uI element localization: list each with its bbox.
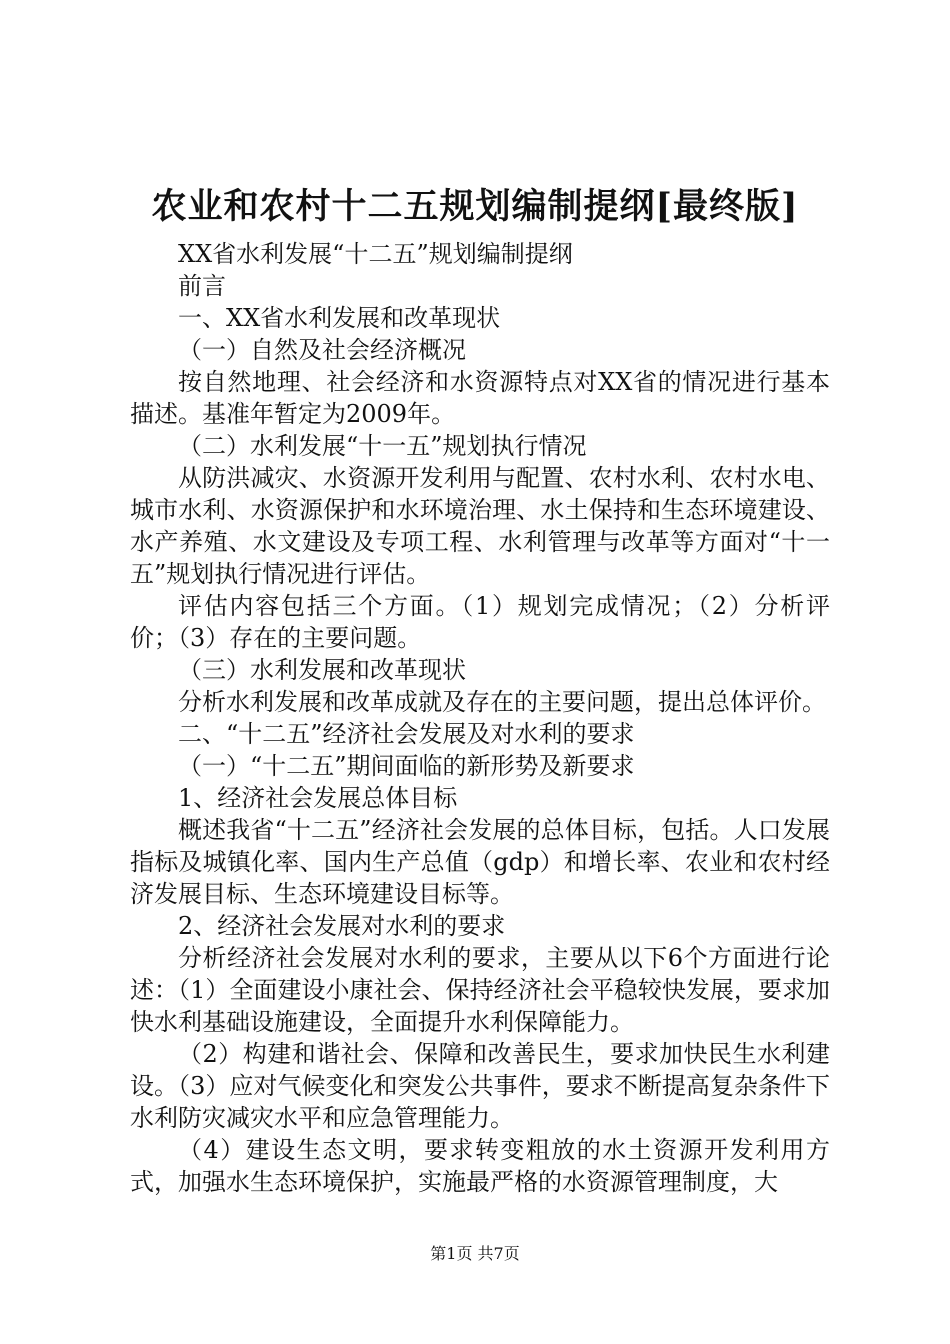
heading-subsection-1-2: （二）水利发展“十一五”规划执行情况 <box>178 432 587 460</box>
heading-subsection-2-1: （一）“十二五”期间面临的新形势及新要求 <box>178 752 635 780</box>
paragraph: 分析经济社会发展对水利的要求，主要从以下6个方面进行论述：（1）全面建设小康社会、保持经济社会平稳较快发展，要求加快水利基础设施建设，全面提升水利保障能力。 <box>130 944 830 1036</box>
paragraph: 分析水利发展和改革成就及存在的主要问题，提出总体评价。 <box>178 688 826 716</box>
heading-subsection-1-1: （一）自然及社会经济概况 <box>178 336 466 364</box>
document-body <box>130 238 830 1198</box>
paragraph: 评估内容包括三个方面。（1）规划完成情况；（2）分析评价；（3）存在的主要问题。 <box>130 592 830 652</box>
heading-section-1: 一、XX省水利发展和改革现状 <box>178 304 501 332</box>
heading-section-2: 二、“十二五”经济社会发展及对水利的要求 <box>178 720 635 748</box>
heading-item-2: 2、经济社会发展对水利的要求 <box>178 912 506 940</box>
paragraph: 概述我省“十二五”经济社会发展的总体目标，包括。人口发展指标及城镇化率、国内生产总值（gdp）和增长率、农业和农村经济发展目标、生态环境建设目标等。 <box>130 816 830 908</box>
paragraph: 从防洪减灾、水资源开发利用与配置、农村水利、农村水电、城市水利、水资源保护和水环境治理、水土保持和生态环境建设、水产养殖、水文建设及专项工程、水利管理与改革等方面对“十一五”规划执行情况进行评估。 <box>130 464 830 588</box>
document-title: 农业和农村十二五规划编制提纲[最终版] <box>151 186 799 227</box>
heading-plan-outline: XX省水利发展“十二五”规划编制提纲 <box>178 240 573 268</box>
heading-item-1: 1、经济社会发展总体目标 <box>178 784 458 812</box>
heading-preface: 前言 <box>178 272 226 300</box>
paragraph: （2）构建和谐社会、保障和改善民生，要求加快民生水利建设。（3）应对气候变化和突发公共事件，要求不断提高复杂条件下水利防灾减灾水平和应急管理能力。 <box>130 1040 830 1132</box>
page-footer: 第1页 共7页 <box>430 1244 520 1263</box>
paragraph: 按自然地理、社会经济和水资源特点对XX省的情况进行基本描述。基准年暂定为2009年。 <box>130 368 830 428</box>
heading-subsection-1-3: （三）水利发展和改革现状 <box>178 656 466 684</box>
paragraph: （4）建设生态文明，要求转变粗放的水土资源开发利用方式，加强水生态环境保护，实施最严格的水资源管理制度，大 <box>130 1136 830 1196</box>
